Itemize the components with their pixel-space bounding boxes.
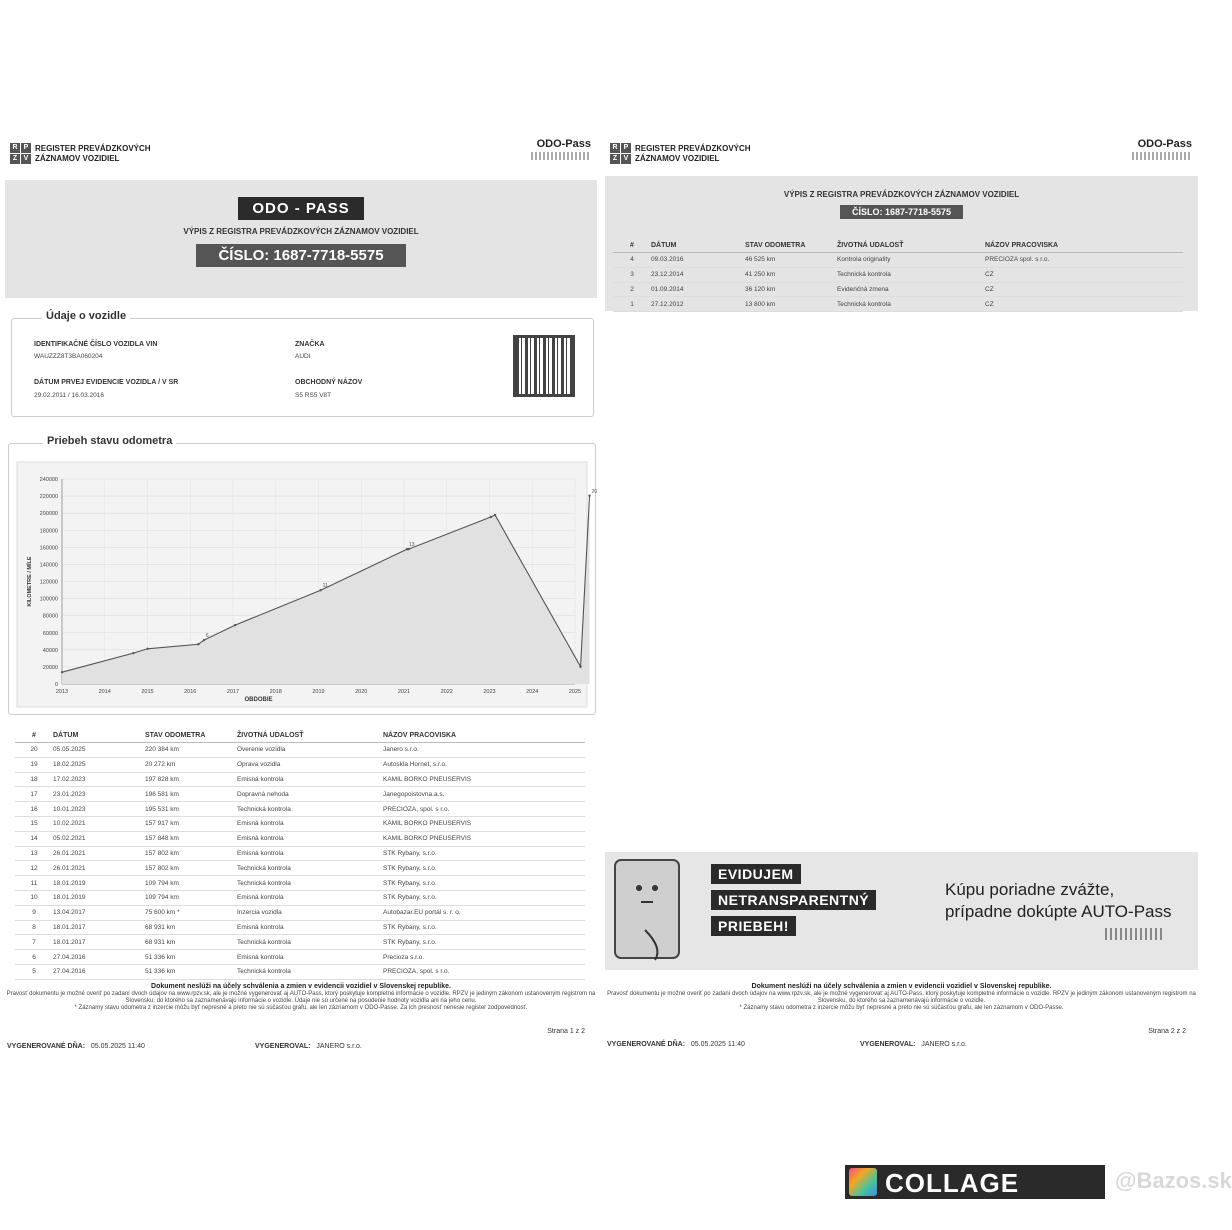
table-cell: 46 525 km [745, 256, 776, 264]
table-cell: PRECIOZA, spol. s r.o. [383, 968, 450, 976]
table-cell: 68 931 km [145, 923, 176, 931]
x-tick-label: 2015 [141, 689, 154, 695]
col-header: STAV ODOMETRA [745, 241, 806, 249]
table-cell: 7 [32, 938, 36, 946]
table-cell: 11 [30, 879, 38, 887]
table-row [15, 891, 585, 906]
table-cell: 2 [630, 285, 634, 293]
data-label: 6 [205, 633, 209, 640]
y-tick-label: 240000 [39, 477, 58, 483]
y-tick-label: 180000 [39, 528, 58, 535]
generated-value: 05.05.2025 11:40 [90, 1043, 145, 1050]
collage-maker-badge [845, 1165, 1105, 1229]
table-cell: Technická kontrola [237, 805, 291, 813]
table-cell: CZ [985, 271, 994, 279]
table-row [15, 921, 585, 936]
x-tick-label: 2016 [184, 689, 197, 695]
y-tick-label: 20000 [42, 664, 58, 671]
document-number: ČÍSLO: 1687-7718-5575 [196, 244, 405, 267]
data-point [146, 648, 148, 650]
logo-line-2: ZÁZNAMOV VOZIDIEL [635, 153, 720, 163]
table-row [15, 787, 585, 802]
table-cell: STK Rybany, s.r.o. [383, 849, 437, 857]
data-point [319, 589, 321, 591]
generator-value: JANERO s.r.o. [921, 1041, 967, 1048]
collage-maker-text: COLLAGE MAKER [885, 1168, 1020, 1229]
table-cell: PRECIOZA spol. s r.o. [985, 256, 1050, 264]
odo-pass-badge: ODO - PASS [238, 197, 363, 220]
table-cell: 10.02.2021 [53, 820, 86, 828]
col-header: STAV ODOMETRA [145, 731, 206, 739]
page-number: Strana 1 z 2 [547, 1028, 585, 1035]
x-tick-label: 2013 [55, 689, 69, 695]
table-cell: Precioza s.r.o. [383, 953, 425, 961]
table-cell: 51 336 km [145, 953, 176, 961]
table-cell: Oprava vozidla [237, 761, 281, 769]
table-cell: 18.01.2019 [53, 894, 86, 902]
data-point [494, 514, 496, 516]
table-cell: 18.01.2017 [53, 923, 86, 931]
col-header: # [630, 241, 634, 249]
y-tick-label: 60000 [42, 630, 58, 637]
odometer-chart-section [8, 435, 598, 715]
ad-badge: EVIDUJEM [711, 864, 801, 884]
table-cell: 18.02.2025 [53, 761, 86, 769]
table-cell: 5 [32, 968, 36, 976]
table-row [15, 965, 585, 980]
registration-date-label: DÁTUM PRVEJ EVIDENCIE VOZIDLA / V SR [34, 379, 179, 386]
table-row [613, 297, 1183, 312]
table-cell: 27.04.2016 [53, 968, 86, 976]
trade-name-value: S5 RS5 V8T [295, 392, 332, 399]
table-cell: Technická kontrola [237, 864, 291, 872]
data-point [579, 665, 581, 667]
footer-note [5, 983, 597, 1012]
logo-letter: P [621, 143, 631, 153]
table-cell: Janegopoistovna.a.s. [383, 790, 445, 798]
table-cell: 12 [30, 864, 38, 872]
footer-disclaimer: Dokument neslúži na účely schválenia a zmien v evidencii vozidiel v Slovenskej republike. [751, 983, 1052, 990]
col-header: ŽIVOTNÁ UDALOSŤ [837, 241, 904, 249]
table-cell: Emisná kontrola [237, 775, 284, 783]
vehicle-info-section [11, 310, 594, 417]
col-header: ŽIVOTNÁ UDALOSŤ [237, 731, 304, 739]
table-cell: 195 531 km [145, 805, 179, 813]
table-cell: Technická kontrola [837, 271, 891, 279]
y-tick-label: 160000 [39, 545, 58, 552]
y-tick-label: 80000 [42, 613, 58, 620]
table-cell: Technická kontrola [237, 938, 291, 946]
collage-app-icon [849, 1168, 877, 1196]
data-label: 11 [322, 583, 328, 590]
table-header [613, 238, 1183, 253]
table-cell: STK Rybany, s.r.o. [383, 864, 437, 872]
table-cell: 1 [630, 300, 634, 308]
table-cell: 68 931 km [145, 938, 176, 946]
x-tick-label: 2024 [526, 689, 539, 695]
footer-text: Pravosť dokumentu je možné overiť po zadaní dvoch údajov na www.rpzv.sk, ale je možné vygenerovať aj AUTO-Pass, ktorý poskytuje kompletné informácie o vozidle. RPZV je jediným zákonom ustanoveným registrom na Slovensku, do ktorého sa zaznamenávajú informácie o vozidle. Údaje nie sú určené na posúdenie hodnoty vozidla ani na jeho cenu. [6, 991, 596, 1004]
table-cell: PRECIOZA, spol. s r.o. [383, 805, 450, 813]
title-banner [5, 180, 597, 298]
table-cell: Emisná kontrola [237, 835, 284, 843]
table-cell: 157 848 km [145, 835, 179, 843]
table-cell: 157 802 km [145, 849, 179, 857]
registration-date-value: 29.02.2011 / 16.03.2016 [34, 392, 104, 399]
table-cell: 6 [32, 953, 36, 961]
table-cell: 109 794 km [145, 879, 179, 887]
logo-letter: Z [10, 154, 20, 164]
footer-disclaimer: Dokument neslúži na účely schválenia a zmien v evidencii vozidiel v Slovenskej republike. [151, 983, 451, 990]
table-row [15, 950, 585, 965]
table-cell: Technická kontrola [237, 879, 291, 887]
table-cell: 197 828 km [145, 775, 179, 783]
table-row [15, 876, 585, 891]
x-tick-label: 2017 [226, 689, 240, 695]
logo-letter: Z [610, 154, 620, 164]
data-point [203, 639, 205, 641]
table-cell: 157 917 km [145, 820, 179, 828]
x-axis-label: OBDOBIE [244, 697, 273, 703]
title-banner [605, 176, 1198, 311]
table-cell: Technická kontrola [837, 300, 891, 308]
table-row [613, 253, 1183, 268]
brand-name: ODO-Pass [1137, 138, 1192, 150]
data-point [234, 624, 236, 626]
table-cell: 75 600 km * [145, 909, 180, 917]
logo-letter: P [21, 143, 31, 153]
table-cell: Autoskla Hornet, s.r.o. [383, 761, 447, 769]
odometer-chart [9, 444, 598, 714]
table-cell: 27.04.2016 [53, 953, 86, 961]
table-cell: 26.01.2021 [53, 849, 86, 857]
table-cell: 20 [30, 746, 38, 754]
col-header: DÁTUM [53, 731, 79, 739]
brand-value: AUDI [295, 353, 311, 360]
table-cell: STK Rybany, s.r.o. [383, 923, 437, 931]
table-cell: KAMIL BORKO PNEUSERVIS [383, 835, 472, 843]
rpzv-logo-icon [610, 143, 631, 164]
table-cell: 23.12.2014 [651, 271, 684, 279]
table-cell: Evidenčná zmena [837, 285, 889, 293]
y-tick-label: 220000 [39, 494, 58, 501]
x-tick-label: 2014 [98, 689, 111, 695]
table-cell: 13 [30, 849, 38, 857]
table-cell: 36 120 km [745, 285, 776, 293]
vin-value: WAUZZZ8T3BA060204 [34, 353, 103, 360]
data-label: 13 [408, 542, 415, 549]
col-header: NÁZOV PRACOVISKA [383, 731, 457, 739]
data-point [490, 516, 492, 518]
table-row [613, 283, 1183, 298]
table-cell: 18 [30, 775, 38, 783]
table-row [613, 268, 1183, 283]
table-cell: CZ [985, 285, 994, 293]
brand-car-icon [531, 152, 591, 160]
table-cell: Autobazar.EU portál s. r. o. [383, 909, 461, 917]
table-cell: 23.01.2023 [53, 790, 86, 798]
rpzv-logo [10, 143, 151, 164]
table-cell: 17 [30, 790, 38, 798]
brand-car-icon [1132, 152, 1192, 160]
table-cell: 05.02.2021 [53, 835, 86, 843]
table-cell: Inzercia vozidla [237, 909, 282, 917]
footer-note [605, 983, 1198, 1012]
table-row [15, 861, 585, 876]
table-row [15, 906, 585, 921]
table-cell: Emisná kontrola [237, 923, 284, 931]
table-cell: 13.04.2017 [53, 909, 86, 917]
x-tick-label: 2022 [440, 689, 453, 695]
table-cell: Janero s.r.o. [383, 746, 419, 754]
table-cell: 109 794 km [145, 894, 179, 902]
generated-label: VYGENEROVANÉ DŇA: [7, 1043, 86, 1050]
car-checkmark-icon [1105, 928, 1165, 940]
y-tick-label: 140000 [39, 562, 58, 569]
data-point [61, 671, 63, 673]
col-header: DÁTUM [651, 241, 677, 249]
document-number: ČÍSLO: 1687-7718-5575 [840, 205, 963, 219]
rpzv-logo-icon [10, 143, 31, 164]
collage-maker-watermark [845, 1162, 1232, 1229]
page-1 [5, 138, 597, 1058]
table-cell: 10 [30, 894, 38, 902]
table-cell: 14 [30, 835, 38, 843]
table-row [15, 817, 585, 832]
table-cell: 8 [32, 923, 36, 931]
page-number: Strana 2 z 2 [1148, 1028, 1186, 1035]
logo-letter: R [610, 143, 620, 153]
table-cell: 27.12.2012 [651, 300, 684, 308]
ad-badge: PRIEBEH! [711, 916, 796, 936]
table-cell: 26.01.2021 [53, 864, 86, 872]
x-tick-label: 2018 [269, 689, 282, 695]
table-cell: STK Rybany, s.r.o. [383, 879, 437, 887]
table-row [15, 935, 585, 950]
generator-value: JANERO s.r.o. [316, 1043, 362, 1050]
table-row [15, 773, 585, 788]
logo-line-1: REGISTER PREVÁDZKOVÝCH [635, 143, 751, 153]
table-cell: 20 272 km [145, 761, 176, 769]
table-cell: 157 802 km [145, 864, 179, 872]
table-cell: STK Rybany, s.r.o. [383, 894, 437, 902]
x-tick-label: 2020 [355, 689, 368, 695]
table-cell: 18.01.2019 [53, 879, 86, 887]
mascot-icon [605, 852, 695, 970]
table-cell: 3 [630, 271, 634, 279]
table-cell: 51 336 km [145, 968, 176, 976]
table-cell: 19 [30, 761, 38, 769]
vin-label: IDENTIFIKAČNÉ ČÍSLO VOZIDLA VIN [34, 341, 158, 348]
table-cell: Dopravná nehoda [237, 790, 289, 798]
logo-letter: V [21, 154, 31, 164]
brand-name: ODO-Pass [536, 138, 591, 150]
table-row [15, 743, 585, 758]
x-tick-label: 2023 [483, 689, 496, 695]
odo-pass-brand [531, 138, 591, 160]
section-title: Údaje o vozidle [42, 310, 130, 322]
table-cell: 10.01.2023 [53, 805, 86, 813]
table-cell: 05.05.2025 [53, 746, 86, 754]
table-cell: Emisná kontrola [237, 849, 284, 857]
x-tick-label: 2019 [312, 689, 325, 695]
table-cell: Overenie vozidla [237, 746, 286, 754]
brand-label: ZNAČKA [295, 341, 325, 348]
table-row [15, 802, 585, 817]
footer-star-note: * Záznamy stavu odometra z inzercie môžu byť nepresné a preto nie sú súčasťou grafu, ale len záznamom v ODO-Passe. Za ich presnosť nenesie register zodpovednosť. [74, 1005, 528, 1011]
x-tick-label: 2025 [568, 689, 582, 695]
bazos-watermark: @Bazos.sk [1115, 1168, 1232, 1193]
table-cell: CZ [985, 300, 994, 308]
table-cell: 4 [630, 256, 634, 264]
table-cell: 41 250 km [745, 271, 776, 279]
table-row [15, 832, 585, 847]
generator-label: VYGENEROVAL: [860, 1041, 916, 1048]
table-cell: Emisná kontrola [237, 820, 284, 828]
table-cell: Emisná kontrola [237, 894, 284, 902]
ad-badge: NETRANSPARENTNÝ [711, 890, 876, 910]
generated-value: 05.05.2025 11:40 [690, 1041, 745, 1048]
y-tick-label: 120000 [39, 579, 58, 586]
odo-pass-brand [1132, 138, 1192, 160]
generated-label: VYGENEROVANÉ DŇA: [607, 1041, 686, 1048]
y-tick-label: 200000 [39, 511, 58, 518]
footer-star-note: * Záznamy stavu odometra z inzercie môžu byť nepresné a preto nie sú súčasťou grafu, ale len záznamom v ODO-Passe. [739, 1005, 1064, 1011]
ad-line-1: Kúpu poriadne zvážte, [945, 880, 1115, 899]
generator-label: VYGENEROVAL: [255, 1043, 311, 1050]
x-tick-label: 2021 [397, 689, 411, 695]
logo-line-2: ZÁZNAMOV VOZIDIEL [35, 153, 120, 163]
table-body [15, 743, 585, 980]
table-cell: 15 [30, 820, 38, 828]
y-tick-label: 100000 [39, 596, 58, 603]
table-cell: 17.02.2023 [53, 775, 86, 783]
auto-pass-ad [605, 852, 1198, 970]
section-title: Priebeh stavu odometra [43, 435, 176, 447]
table-cell: 196 581 km [145, 790, 179, 798]
ad-line-2: prípadne dokúpte AUTO-Pass [945, 902, 1172, 921]
odometer-table [15, 728, 585, 980]
table-cell: Kontrola originality [837, 256, 891, 264]
table-body [613, 253, 1183, 312]
table-cell: 01.09.2014 [651, 285, 684, 293]
table-cell: 18.01.2017 [53, 938, 86, 946]
table-cell: 16 [30, 805, 38, 813]
col-header: # [32, 731, 36, 739]
table-cell: 09.03.2016 [651, 256, 684, 264]
data-point [197, 643, 199, 645]
logo-letter: V [621, 154, 631, 164]
document-subtitle: VÝPIS Z REGISTRA PREVÁDZKOVÝCH ZÁZNAMOV VOZIDIEL [783, 190, 1020, 199]
rpzv-logo [610, 143, 751, 164]
table-row [15, 758, 585, 773]
logo-line-1: REGISTER PREVÁDZKOVÝCH [35, 143, 151, 153]
table-cell: 13 800 km [745, 300, 776, 308]
data-label: 20 [591, 488, 598, 495]
odometer-table [613, 238, 1183, 312]
data-point [132, 652, 134, 654]
table-cell: 220 384 km [145, 746, 179, 754]
table-header [15, 728, 585, 743]
y-tick-label: 0 [54, 682, 58, 688]
footer-text: Pravosť dokumentu je možné overiť po zadaní dvoch údajov na www.rpzv.sk, ale je možné vygenerovať aj AUTO-Pass, ktorý poskytuje kompletné informácie o vozidle. RPZV je jediným zákonom ustanoveným registrom na Slovensku, do ktorého sa zaznamenávajú informácie o vozidle. [607, 991, 1196, 1004]
table-cell: KAMIL BORKO PNEUSERVIS [383, 820, 472, 828]
table-cell: KAMIL BORKO PNEUSERVIS [383, 775, 472, 783]
trade-name-label: OBCHODNÝ NÁZOV [295, 379, 363, 386]
logo-letter: R [10, 143, 20, 153]
table-row [15, 847, 585, 862]
y-axis-label: KILOMETRE / MÍLE [27, 556, 33, 607]
y-tick-label: 40000 [42, 647, 58, 654]
data-point [408, 548, 410, 550]
table-cell: STK Rybany, s.r.o. [383, 938, 437, 946]
document-subtitle: VÝPIS Z REGISTRA PREVÁDZKOVÝCH ZÁZNAMOV VOZIDIEL [183, 227, 419, 236]
data-point [588, 495, 590, 497]
qr-code-icon [513, 335, 575, 397]
table-cell: Emisná kontrola [237, 953, 284, 961]
table-cell: Technická kontrola [237, 968, 291, 976]
col-header: NÁZOV PRACOVISKA [985, 241, 1059, 249]
table-cell: 9 [32, 909, 36, 917]
